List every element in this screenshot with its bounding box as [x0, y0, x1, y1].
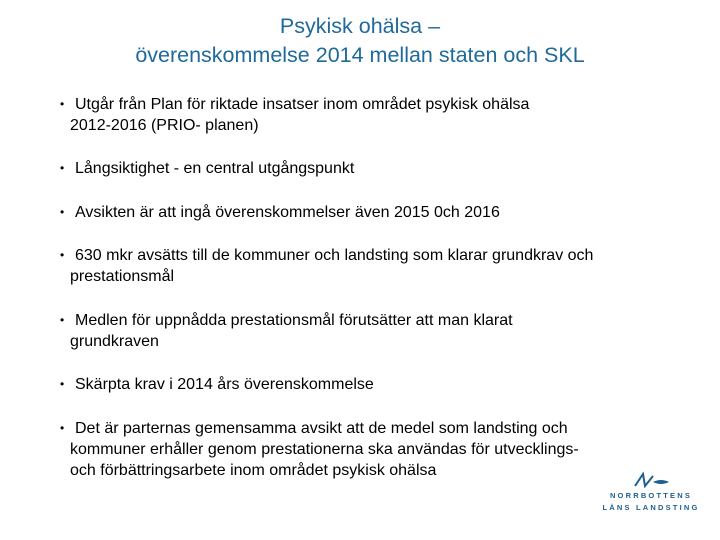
bullet-text: Skärpta krav i 2014 års överenskommelse — [75, 376, 374, 393]
norrbottens-logo — [596, 470, 706, 514]
bullet-text: Utgår från Plan för riktade insatser inom området psykisk ohälsa 2012-2016 (PRIO- planen) — [70, 96, 530, 134]
logo-line-2: LÄNS LANDSTING — [602, 503, 700, 512]
title-line-2: överenskommelse 2014 mellan staten och SKL — [135, 43, 585, 67]
bullet-dot: • — [60, 377, 65, 391]
logo-mark-icon — [631, 470, 671, 488]
bullet-dot: • — [60, 313, 65, 327]
bullet-dot: • — [60, 205, 65, 219]
bullet-text: 630 mkr avsätts till de kommuner och landsting som klarar grundkrav och prestationsmål — [70, 247, 594, 285]
logo-line-1: NORRBOTTENS — [609, 491, 693, 500]
bullet-text: Medlen för uppnådda prestationsmål förutsätter att man klarat grundkraven — [70, 312, 513, 350]
bullet-item — [60, 202, 700, 223]
bullet-dot: • — [60, 421, 65, 435]
bullet-dot: • — [60, 161, 65, 175]
bullet-item — [60, 94, 700, 136]
bullet-text: Avsikten är att ingå överenskommelser även 2015 0ch 2016 — [75, 204, 500, 221]
bullet-item — [60, 245, 700, 287]
bullet-text: Det är parternas gemensamma avsikt att de medel som landsting och kommuner erhåller genom prestationerna ska användas för utvecklings- och förbättringsarbete inom området psykisk ohälsa — [70, 420, 579, 479]
bullet-dot: • — [60, 248, 65, 262]
bullet-dot: • — [60, 97, 65, 111]
bullet-text: Långsiktighet - en central utgångspunkt — [75, 160, 355, 177]
title-line-1: Psykisk ohälsa – — [279, 14, 441, 38]
bullet-item — [60, 374, 700, 395]
bullet-item — [60, 158, 700, 179]
bullet-item — [60, 310, 700, 352]
slide-title — [0, 12, 720, 70]
